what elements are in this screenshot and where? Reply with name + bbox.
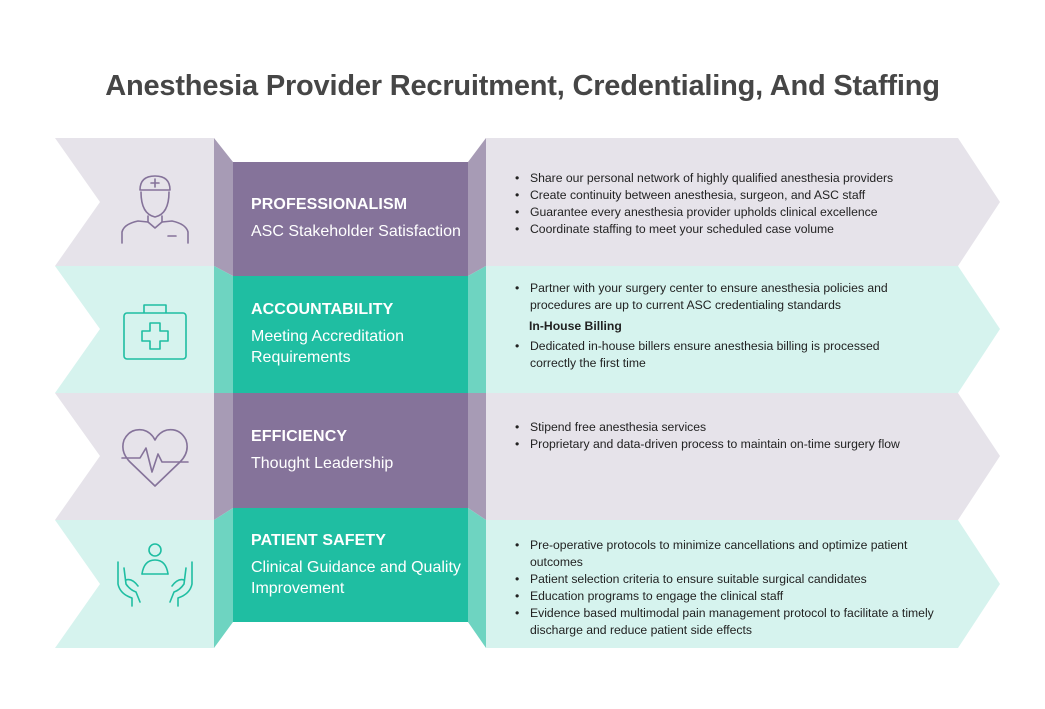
bullet-item: • Dedicated in-house billers ensure anesthesia billing is processed correctly the first time — [515, 338, 915, 372]
band-3-left-tab — [214, 393, 233, 520]
section-patient-safety-label — [233, 508, 468, 622]
band-1-right-tab — [468, 138, 486, 276]
bullet-item: • Education programs to engage the clinical staff — [515, 588, 945, 605]
section-accountability-label — [233, 276, 468, 393]
band-3-right-tab — [468, 393, 486, 520]
band-4-right-tab — [468, 508, 486, 648]
section-subheading: In-House Billing — [529, 319, 622, 333]
section-accountability-bullets — [515, 280, 915, 372]
first-aid-kit-icon — [110, 295, 200, 370]
bullet-item: • Partner with your surgery center to ensure anesthesia policies and procedures are up to current ASC credentialing standards — [515, 280, 915, 314]
section-heading: EFFICIENCY — [251, 427, 348, 445]
bullet-item: • Create continuity between anesthesia, surgeon, and ASC staff — [515, 187, 955, 204]
section-subtitle: ASC Stakeholder Satisfaction — [251, 223, 461, 240]
band-4-left-tab — [214, 508, 233, 648]
bullet-item: • Evidence based multimodal pain management protocol to facilitate a timely discharge and reduce patient side effects — [515, 605, 945, 639]
bullet-item: • Coordinate staffing to meet your scheduled case volume — [515, 221, 955, 238]
section-efficiency-label — [233, 393, 468, 508]
band-3-right-background — [486, 393, 1000, 520]
band-2-left-tab — [214, 266, 233, 393]
bullet-item: • Share our personal network of highly qualified anesthesia providers — [515, 170, 955, 187]
nurse-icon — [110, 170, 200, 250]
section-professionalism-bullets — [515, 170, 955, 238]
patient-care-icon — [110, 538, 200, 613]
bullet-item: • Guarantee every anesthesia provider upholds clinical excellence — [515, 204, 955, 221]
band-2-right-tab — [468, 266, 486, 393]
bullet-item: • Patient selection criteria to ensure suitable surgical candidates — [515, 571, 945, 588]
section-subtitle: Clinical Guidance and Quality Improvement — [251, 559, 461, 597]
page-title: Anesthesia Provider Recruitment, Credentialing, And Staffing — [105, 70, 940, 102]
section-subtitle: Meeting Accreditation Requirements — [251, 328, 404, 366]
section-efficiency-bullets — [515, 419, 955, 453]
section-professionalism-label — [233, 162, 468, 276]
bullet-item: • Pre-operative protocols to minimize cancellations and optimize patient outcomes — [515, 537, 945, 571]
band-1-left-tab — [214, 138, 233, 276]
bullet-item: • Proprietary and data-driven process to maintain on-time surgery flow — [515, 436, 955, 453]
section-heading: PROFESSIONALISM — [251, 196, 408, 213]
heartbeat-icon — [110, 420, 200, 495]
section-subtitle: Thought Leadership — [251, 454, 394, 472]
section-patient-safety-bullets — [515, 537, 945, 639]
section-heading: PATIENT SAFETY — [251, 532, 387, 549]
section-heading: ACCOUNTABILITY — [251, 301, 394, 318]
bullet-item: • Stipend free anesthesia services — [515, 419, 955, 436]
